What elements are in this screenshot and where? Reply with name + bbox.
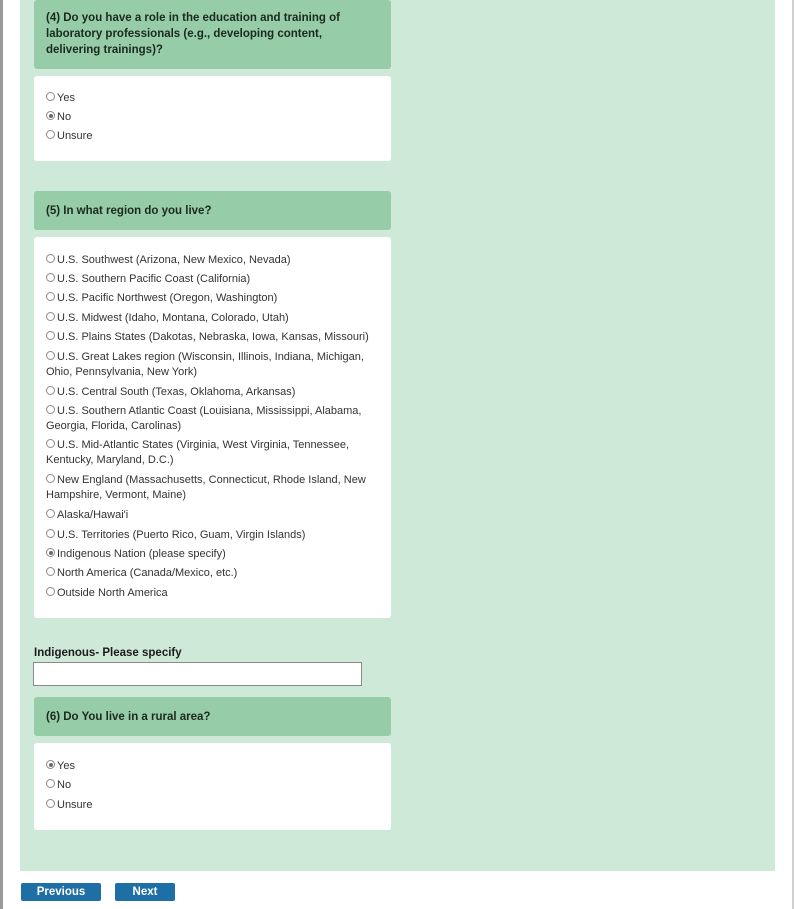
- radio-button[interactable]: [46, 509, 55, 518]
- radio-button[interactable]: [46, 779, 55, 788]
- radio-button[interactable]: [46, 254, 55, 263]
- radio-button-selected[interactable]: [46, 548, 55, 557]
- radio-button[interactable]: [46, 799, 55, 808]
- radio-button[interactable]: [46, 567, 55, 576]
- q5-option-southwest[interactable]: U.S. Southwest (Arizona, New Mexico, Nevada): [46, 253, 379, 268]
- indigenous-specify-label: Indigenous- Please specify: [34, 647, 182, 659]
- radio-button[interactable]: [46, 439, 55, 448]
- q5-option-alaska-hawaii[interactable]: Alaska/Hawai'i: [46, 508, 379, 523]
- question-6-header: [34, 697, 391, 736]
- q5-option-great-lakes[interactable]: U.S. Great Lakes region (Wisconsin, Illinois, Indiana, Michigan, Ohio, Pennsylvania, New York): [46, 351, 364, 378]
- q6-option-no[interactable]: No: [46, 778, 379, 793]
- radio-button[interactable]: [46, 529, 55, 538]
- q5-option-southern-pacific[interactable]: U.S. Southern Pacific Coast (California): [46, 272, 379, 287]
- q4-option-no[interactable]: No: [46, 110, 379, 125]
- radio-button[interactable]: [46, 587, 55, 596]
- radio-button[interactable]: [46, 130, 55, 139]
- q6-option-unsure[interactable]: Unsure: [46, 798, 379, 813]
- q5-option-plains[interactable]: U.S. Plains States (Dakotas, Nebraska, Iowa, Kansas, Missouri): [46, 330, 379, 345]
- radio-button-selected[interactable]: [46, 760, 55, 769]
- q5-option-central-south[interactable]: U.S. Central South (Texas, Oklahoma, Arkansas): [46, 385, 379, 400]
- radio-button[interactable]: [46, 474, 55, 483]
- radio-button-selected[interactable]: [46, 111, 55, 120]
- q6-option-yes[interactable]: Yes: [46, 759, 379, 774]
- radio-button[interactable]: [46, 292, 55, 301]
- question-5-text: (5) In what region do you live?: [46, 205, 212, 217]
- question-4-text: (4) Do you have a role in the education and training of laboratory professionals (e.g., developing content, delivering trainings)?: [46, 12, 340, 56]
- radio-button[interactable]: [46, 331, 55, 340]
- radio-button[interactable]: [46, 386, 55, 395]
- next-button[interactable]: Next: [115, 883, 175, 901]
- left-border: [0, 0, 3, 909]
- q5-option-midwest[interactable]: U.S. Midwest (Idaho, Montana, Colorado, Utah): [46, 311, 379, 326]
- previous-button[interactable]: Previous: [21, 883, 101, 901]
- radio-button[interactable]: [46, 351, 55, 360]
- radio-button[interactable]: [46, 92, 55, 101]
- q4-option-yes[interactable]: Yes: [46, 91, 379, 106]
- q5-option-new-england[interactable]: New England (Massachusetts, Connecticut, Rhode Island, New Hampshire, Vermont, Maine): [46, 474, 366, 501]
- q5-option-indigenous-nation[interactable]: Indigenous Nation (please specify): [46, 547, 379, 562]
- radio-button[interactable]: [46, 312, 55, 321]
- q5-option-territories[interactable]: U.S. Territories (Puerto Rico, Guam, Virgin Islands): [46, 528, 379, 543]
- question-5-answers: [34, 237, 391, 618]
- q5-option-north-america[interactable]: North America (Canada/Mexico, etc.): [46, 566, 379, 581]
- question-4-header: [34, 0, 391, 69]
- q5-option-mid-atlantic[interactable]: U.S. Mid-Atlantic States (Virginia, West Virginia, Tennessee, Kentucky, Maryland, D.C.): [46, 439, 350, 466]
- radio-button[interactable]: [46, 273, 55, 282]
- radio-button[interactable]: [46, 405, 55, 414]
- question-6-answers: [34, 743, 391, 830]
- q5-option-pacific-northwest[interactable]: U.S. Pacific Northwest (Oregon, Washington): [46, 291, 379, 306]
- question-5-header: [34, 191, 391, 230]
- indigenous-specify-input[interactable]: [33, 662, 362, 686]
- q4-option-unsure[interactable]: Unsure: [46, 129, 379, 144]
- question-4-answers: [34, 76, 391, 161]
- q5-option-southern-atlantic[interactable]: U.S. Southern Atlantic Coast (Louisiana, Mississippi, Alabama, Georgia, Florida, Carolinas): [46, 405, 362, 432]
- question-6-text: (6) Do You live in a rural area?: [46, 711, 211, 723]
- q5-option-outside-north-america[interactable]: Outside North America: [46, 586, 379, 601]
